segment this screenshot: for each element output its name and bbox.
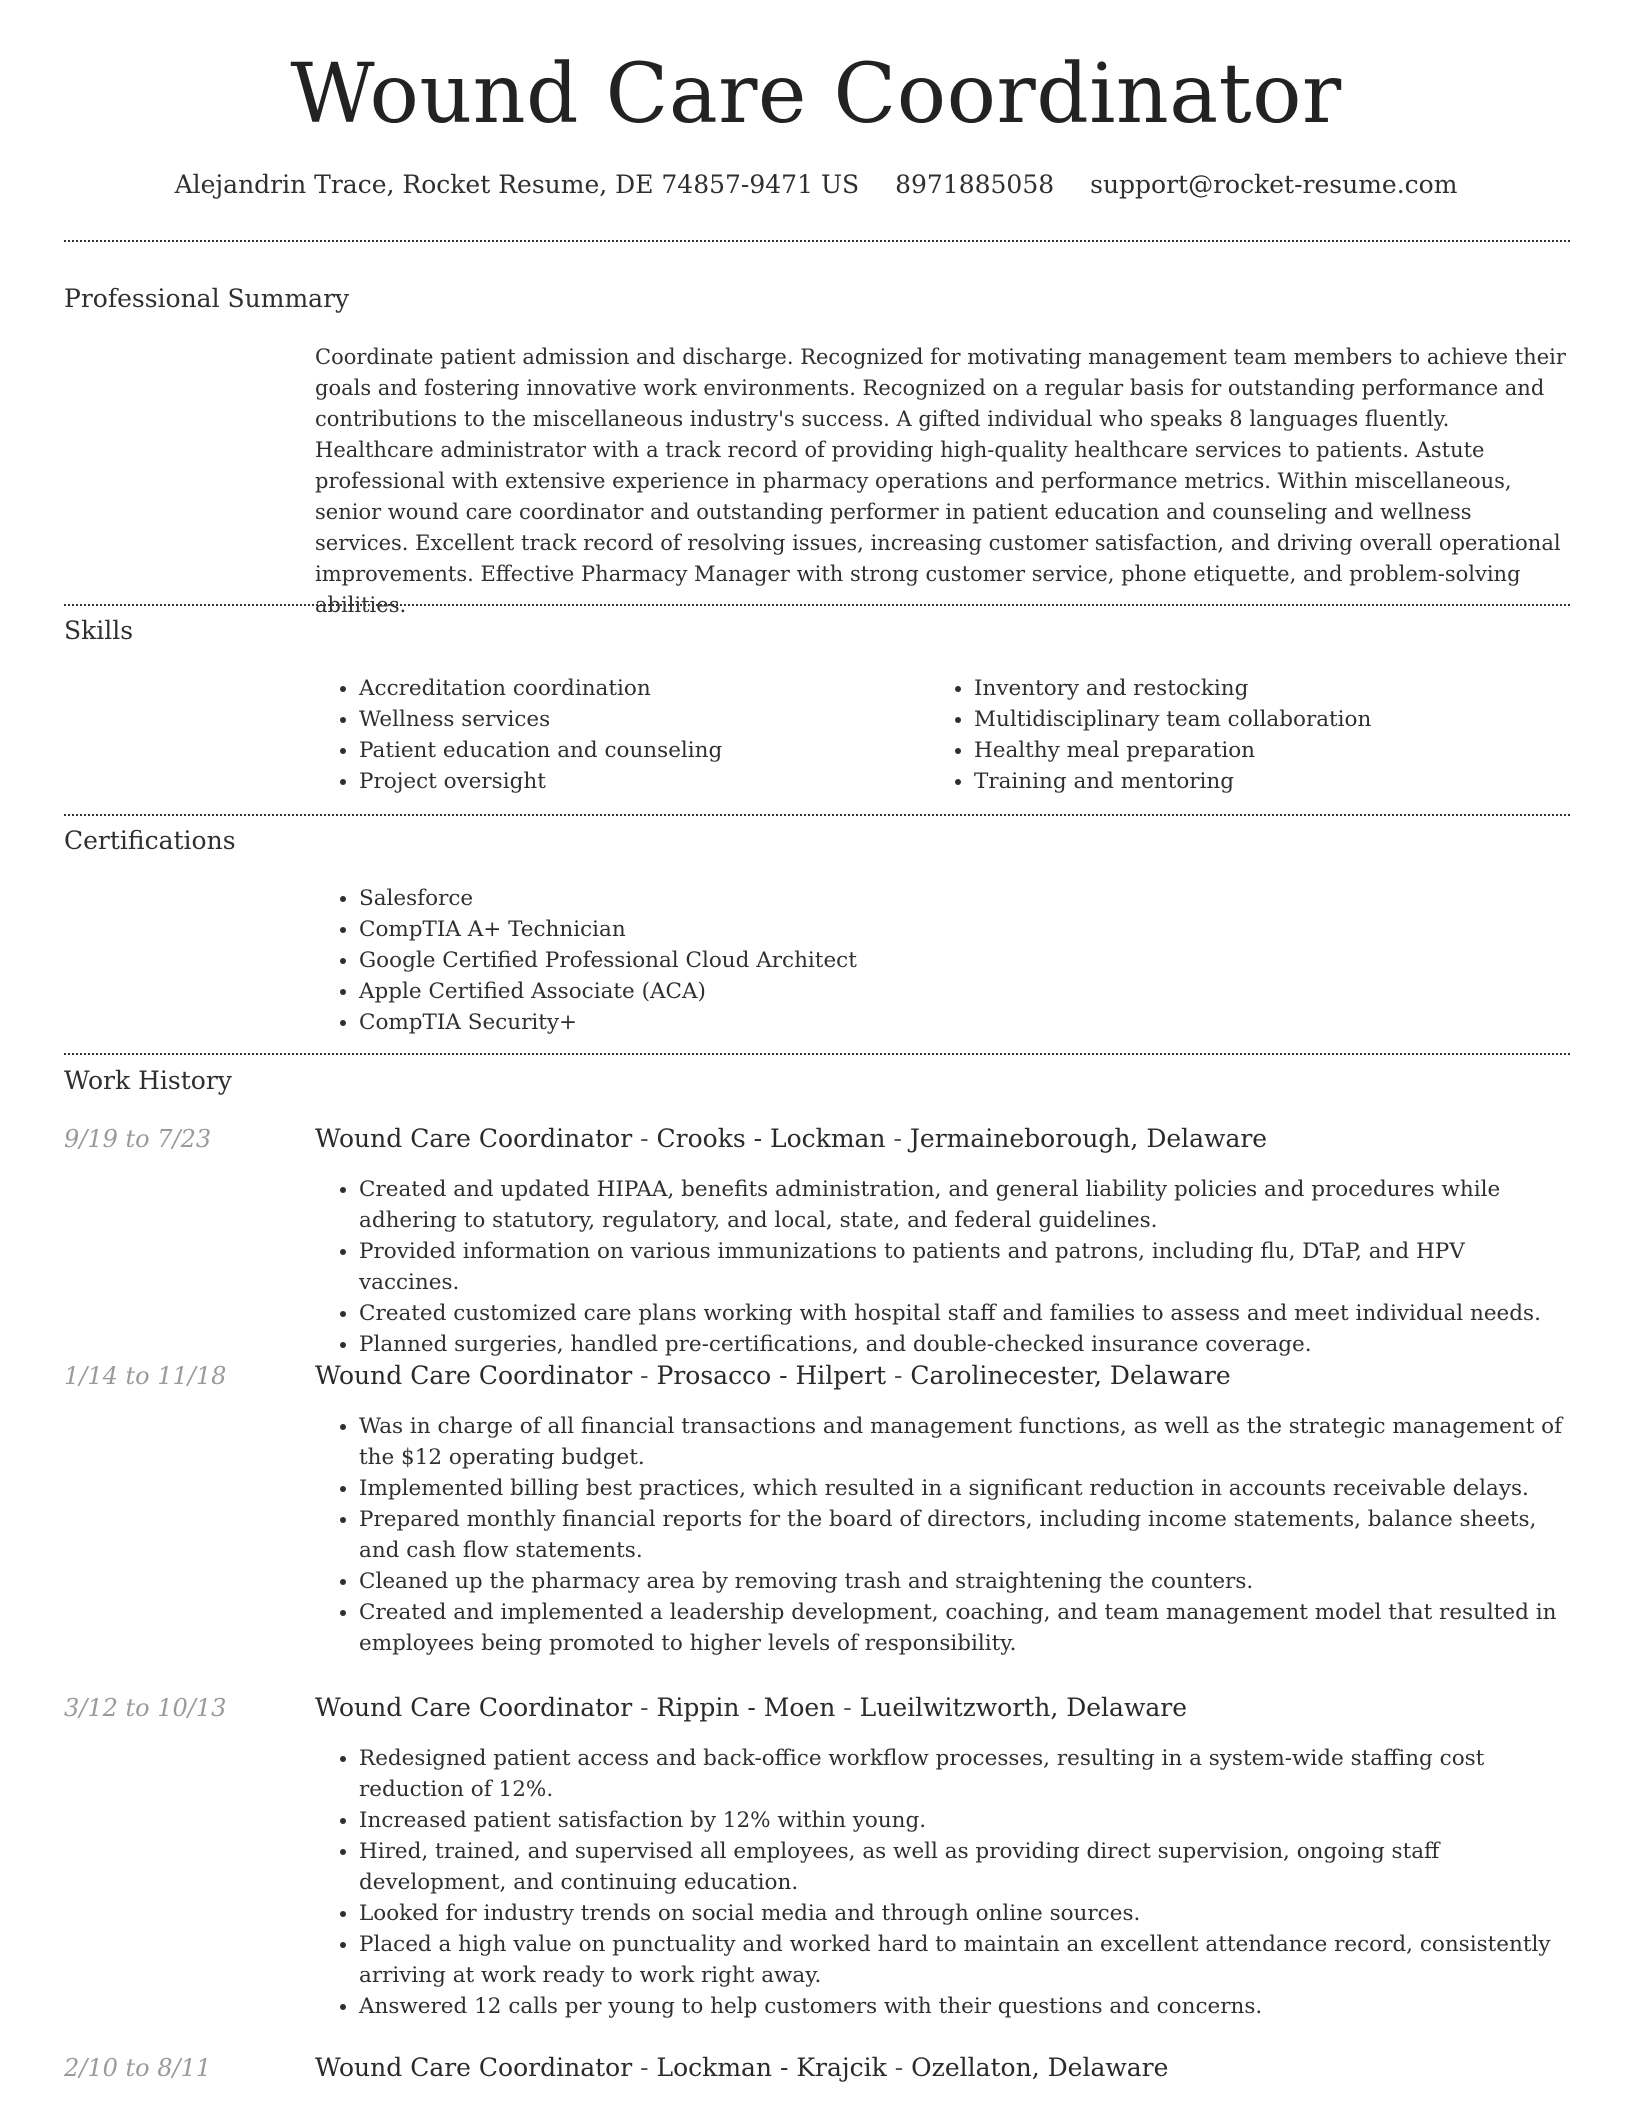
job-bullet: • Prepared monthly financial reports for the board of directors, including income statements, balance sheets, and cash flow statements.	[359, 1504, 1570, 1566]
job-company: Lockman - Krajcik	[656, 2053, 887, 2082]
job-location: Jermaineborough, Delaware	[909, 1124, 1268, 1153]
job-bullet: • Answered 12 calls per young to help customers with their questions and concerns.	[359, 1991, 1570, 2022]
job-company: Rippin - Moen	[656, 1693, 836, 1722]
certification-item: • Salesforce	[359, 883, 857, 914]
summary-text: Coordinate patient admission and discharge. Recognized for motivating management team members to achieve their goals and fostering innovative work environments. Recognized on a regular basis for outstanding performance and contributions to the miscellaneous industry's success. A gifted individual who speaks 8 languages fluently. Healthcare administrator with a track record of providing high-quality healthcare services to patients. Astute professional with extensive experience in pharmacy operations and performance metrics. Within miscellaneous, senior wound care coordinator and outstanding performer in patient education and counseling and wellness services. Excellent track record of resolving issues, increasing customer satisfaction, and driving overall operational improvements. Effective Pharmacy Manager with strong customer service, phone etiquette, and problem-solving abilities.	[315, 345, 1566, 617]
certifications-list	[315, 883, 857, 1038]
job-dates: 9/19 to 7/23	[64, 1125, 212, 1153]
certification-item: • CompTIA Security+	[359, 1007, 857, 1038]
skill-item: • Multidisciplinary team collaboration	[974, 704, 1371, 735]
job-bullet: • Created customized care plans working with hospital staff and families to assess and meet individual needs.	[359, 1298, 1570, 1329]
job-location: Carolinecester, Delaware	[910, 1361, 1231, 1390]
job-bullets	[315, 1743, 1570, 2022]
job-role: Wound Care Coordinator	[315, 2053, 633, 2082]
job-bullet: • Hired, trained, and supervised all employees, as well as providing direct supervision, ongoing staff development, and continuing education.	[359, 1836, 1570, 1898]
job-heading: Wound Care Coordinator - Rippin - Moen - Lueilwitzworth, Delaware	[315, 1693, 1188, 1722]
section-title-certifications: Certifications	[64, 826, 236, 855]
certification-item: • Apple Certified Associate (ACA)	[359, 976, 857, 1007]
section-title-work-history: Work History	[64, 1066, 232, 1095]
resume-name: Wound Care Coordinator	[290, 47, 1342, 142]
divider	[64, 240, 1570, 242]
contact-phone: 8971885058	[895, 170, 1055, 199]
contact-line	[0, 170, 1632, 199]
skill-item: • Training and mentoring	[974, 766, 1371, 797]
contact-address: Alejandrin Trace, Rocket Resume, DE 74857-9471 US	[174, 170, 860, 199]
job-heading: Wound Care Coordinator - Crooks - Lockman - Jermaineborough, Delaware	[315, 1124, 1268, 1153]
job-bullets	[315, 1174, 1570, 1360]
job-bullet: • Increased patient satisfaction by 12% within young.	[359, 1805, 1570, 1836]
job-dates: 3/12 to 10/13	[64, 1694, 227, 1722]
job-bullet: • Provided information on various immunizations to patients and patrons, including flu, DTaP, and HPV vaccines.	[359, 1236, 1570, 1298]
divider	[64, 604, 1570, 606]
job-bullet: • Redesigned patient access and back-office workflow processes, resulting in a system-wide staffing cost reduction of 12%.	[359, 1743, 1570, 1805]
job-bullet: • Implemented billing best practices, which resulted in a significant reduction in accounts receivable delays.	[359, 1473, 1570, 1504]
skill-item: • Healthy meal preparation	[974, 735, 1371, 766]
job-heading: Wound Care Coordinator - Prosacco - Hilpert - Carolinecester, Delaware	[315, 1361, 1231, 1390]
skill-item: • Wellness services	[359, 704, 722, 735]
job-company: Prosacco - Hilpert	[656, 1361, 887, 1390]
skill-item: • Patient education and counseling	[359, 735, 722, 766]
job-bullets	[315, 1411, 1570, 1659]
certification-item: • CompTIA A+ Technician	[359, 914, 857, 945]
certification-item: • Google Certified Professional Cloud Architect	[359, 945, 857, 976]
job-bullet: • Planned surgeries, handled pre-certifications, and double-checked insurance coverage.	[359, 1329, 1570, 1360]
section-title-summary: Professional Summary	[64, 284, 350, 313]
job-bullet: • Looked for industry trends on social media and through online sources.	[359, 1898, 1570, 1929]
job-company: Crooks - Lockman	[656, 1124, 886, 1153]
job-bullet: • Cleaned up the pharmacy area by removing trash and straightening the counters.	[359, 1566, 1570, 1597]
job-location: Ozellaton, Delaware	[911, 2053, 1169, 2082]
skills-column-2	[930, 673, 1371, 797]
skill-item: • Inventory and restocking	[974, 673, 1371, 704]
job-bullet: • Created and implemented a leadership development, coaching, and team management model that resulted in employees being promoted to higher levels of responsibility.	[359, 1597, 1570, 1659]
job-role: Wound Care Coordinator	[315, 1693, 633, 1722]
job-role: Wound Care Coordinator	[315, 1124, 633, 1153]
skill-item: • Accreditation coordination	[359, 673, 722, 704]
job-dates: 1/14 to 11/18	[64, 1362, 227, 1390]
skill-item: • Project oversight	[359, 766, 722, 797]
divider	[64, 1053, 1570, 1055]
job-dates: 2/10 to 8/11	[64, 2054, 212, 2082]
job-bullet: • Created and updated HIPAA, benefits administration, and general liability policies and procedures while adhering to statutory, regulatory, and local, state, and federal guidelines.	[359, 1174, 1570, 1236]
job-heading: Wound Care Coordinator - Lockman - Krajcik - Ozellaton, Delaware	[315, 2053, 1169, 2082]
job-location: Lueilwitzworth, Delaware	[859, 1693, 1188, 1722]
job-bullet: • Was in charge of all financial transactions and management functions, as well as the strategic management of the $12 operating budget.	[359, 1411, 1570, 1473]
section-title-skills: Skills	[64, 616, 134, 645]
job-role: Wound Care Coordinator	[315, 1361, 633, 1390]
contact-email: support@rocket-resume.com	[1090, 170, 1458, 199]
skills-column-1	[315, 673, 722, 797]
job-bullet: • Placed a high value on punctuality and worked hard to maintain an excellent attendance record, consistently arriving at work ready to work right away.	[359, 1929, 1570, 1991]
divider	[64, 814, 1570, 816]
